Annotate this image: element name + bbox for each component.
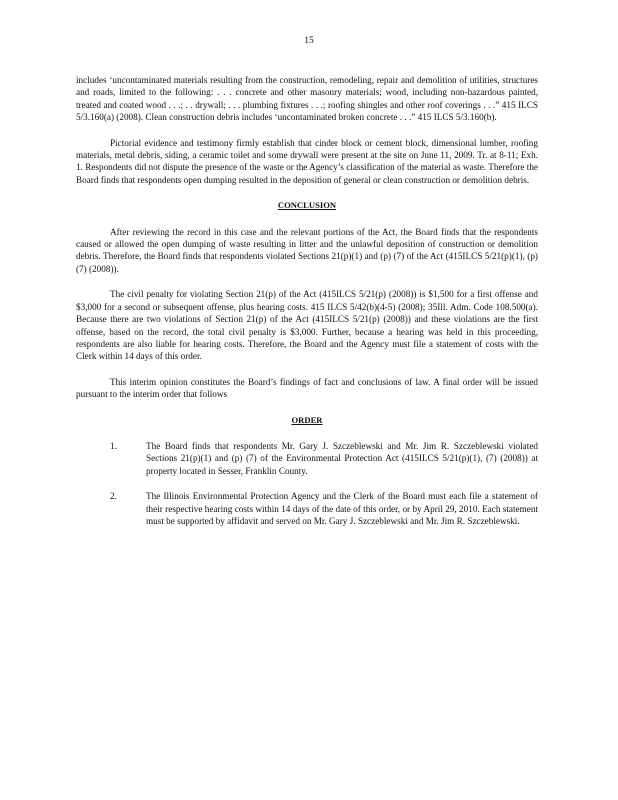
paragraph-evidence: Pictorial evidence and testimony firmly establish that cinder block or cement block, dimensional lumber, roofing materials, metal debris, siding, a ceramic toilet and some drywall were present at the site on June 11, 2009. Tr. at 8-11; Exh. 1. Respondents did not dispute the presence of the waste or the Agency’s classification of the material as waste. Therefore the Board finds that respondents open dumping resulted in the deposition of general or clean construction or demolition debris. <box>76 137 538 185</box>
order-item-text: The Board finds that respondents Mr. Gary J. Szczeblewski and Mr. Jim R. Szczeblewski violated Sections 21(p)(1) and (p) (7) of the Environmental Protection Act (415ILCS 5/21(p)(1), (7) (2008)) at property located in Sesser, Franklin County. <box>146 440 538 476</box>
order-item <box>76 440 538 477</box>
conclusion-heading: CONCLUSION <box>277 200 337 211</box>
order-heading: ORDER <box>291 414 323 425</box>
paragraph-conclusion-findings: After reviewing the record in this case and the relevant portions of the Act, the Board finds that the respondents caused or allowed the open dumping of waste resulting in litter and the unlawful deposition of construction or demolition debris. Therefore, the Board finds that respondents violated Sections 21(p)(1) and (p) (7) of the Act (415ILCS 5/21(p)(1), (p) (7) (2008)). <box>76 226 538 274</box>
paragraph-definition: includes ‘uncontaminated materials resulting from the construction, remodeling, repair and demolition of utilities, structures and roads, limited to the following: . . . concrete and other masonry materials; wood, including non-hazardous painted, treated and coated wood . . .; . . drywall; . . . plumbing fixtures . . .; roofing shingles and other roof coverings . . .” 415 ILCS 5/3.160(a) (2008). Clean construction debris includes ‘uncontaminated broken concrete . . .” 415 ILCS 5/3.160(b). <box>76 75 538 123</box>
paragraph-civil-penalty: The civil penalty for violating Section 21(p) of the Act (415ILCS 5/21(p) (2008)) is $1,500 for a first offense and $3,000 for a second or subsequent offense, plus hearing costs. 415 ILCS 5/42(b)(4-5) (2008); 35Ill. Adm. Code 108.500(a). Because there are two violations of Section 21(p) of the Act (415ILCS 5/21(p) (2008)) and these violations are the first offense, based on the record, the total civil penalty is $3,000. Further, because a hearing was held in this proceeding, respondents are also liable for hearing costs. Therefore, the Board and the Agency must file a statement of costs with the Clerk within 14 days of this order. <box>76 289 538 362</box>
page-number: 15 <box>304 36 314 46</box>
order-item <box>76 490 538 527</box>
document-body <box>76 74 538 540</box>
paragraph-interim-opinion: This interim opinion constitutes the Board’s findings of fact and conclusions of law. A final order will be issued pursuant to the interim order that follows <box>76 376 538 400</box>
order-item-number: 2. <box>110 491 117 502</box>
order-item-number: 1. <box>110 440 117 451</box>
order-item-text: The Illinois Environmental Protection Agency and the Clerk of the Board must each file a statement of their respective hearing costs within 14 days of the date of this order, or by April 29, 2010. Each statement must be supported by affidavit and served on Mr. Gary J. Szczeblewski and Mr. Jim R. Szczeblewski. <box>146 491 538 526</box>
